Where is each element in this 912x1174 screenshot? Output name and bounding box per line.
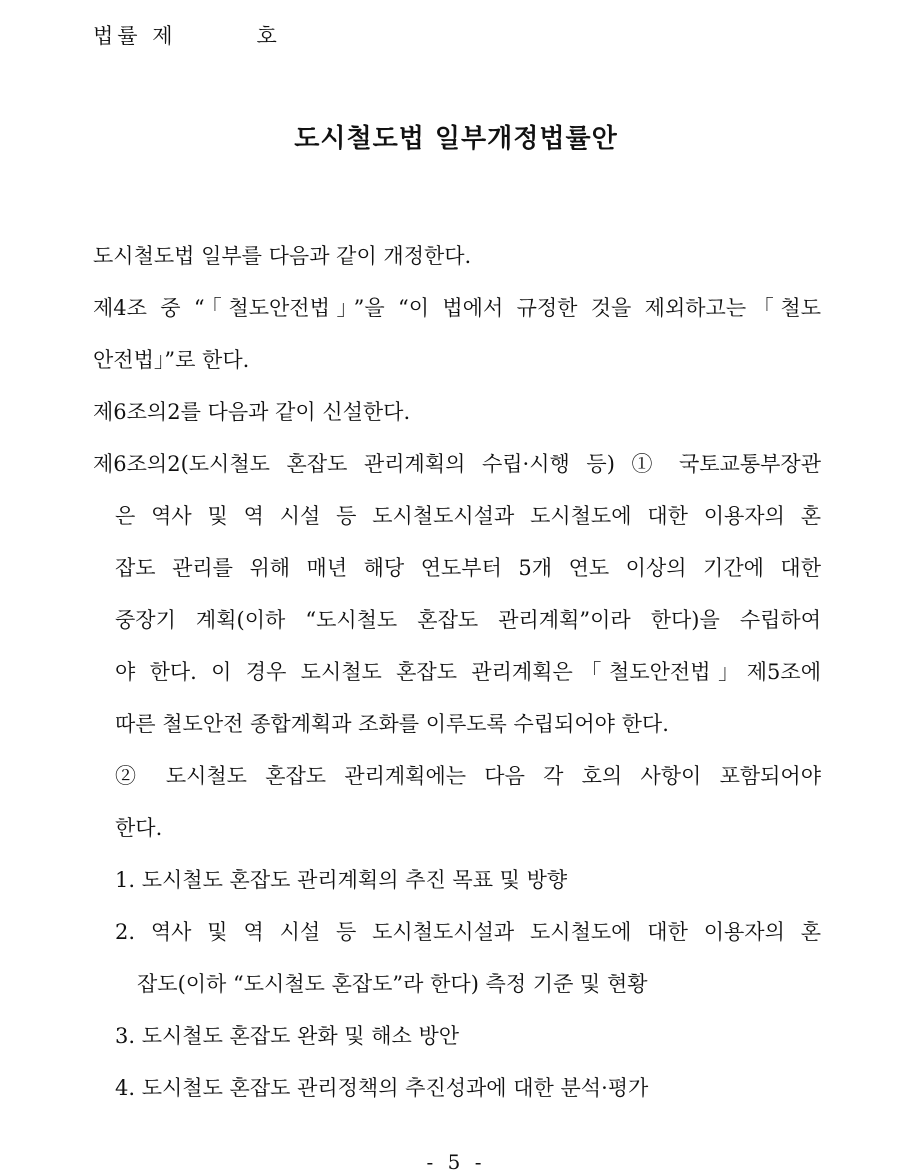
article-6-2-para2-line: 한다. [115,816,163,840]
bill-number-label: 법률 제 [93,24,177,48]
page-title: 도시철도법 일부개정법률안 [294,124,618,154]
article-6-2-para1-line: 은 역사 및 역 시설 등 도시철도시설과 도시철도에 대한 이용자의 혼 [115,504,821,528]
list-item-2: 2. 역사 및 역 시설 등 도시철도시설과 도시철도에 대한 이용자의 혼 [115,920,821,944]
list-item-4: 4. 도시철도 혼잡도 관리정책의 추진성과에 대한 분석·평가 [115,1076,649,1100]
article-4-amendment-line: 제4조 중 “「철도안전법」”을 “이 법에서 규정한 것을 제외하고는「철도 [93,296,821,320]
page-number: - 5 - [426,1150,486,1174]
bill-number-suffix: 호 [256,24,281,48]
article-6-2-para1-line: 중장기 계획(이하 “도시철도 혼잡도 관리계획”이라 한다)을 수립하여 [115,608,821,632]
article-6-2-para1-line: 야 한다. 이 경우 도시철도 혼잡도 관리계획은「철도안전법」제5조에 [115,660,821,684]
list-item-3: 3. 도시철도 혼잡도 완화 및 해소 방안 [115,1024,460,1048]
article-6-2-intro-line: 제6조의2를 다음과 같이 신설한다. [93,400,411,424]
article-6-2-para1-line: 잡도 관리를 위해 매년 해당 연도부터 5개 연도 이상의 기간에 대한 [115,556,821,580]
amendment-intro-line: 도시철도법 일부를 다음과 같이 개정한다. [93,244,472,268]
list-item-2-cont: 잡도(이하 “도시철도 혼잡도”라 한다) 측정 기준 및 현황 [137,972,648,996]
article-6-2-para1-line: 따른 철도안전 종합계획과 조화를 이루도록 수립되어야 한다. [115,712,669,736]
article-6-2-para2-line: ② 도시철도 혼잡도 관리계획에는 다음 각 호의 사항이 포함되어야 [115,764,821,788]
bill-number-header [93,20,281,50]
list-item-1: 1. 도시철도 혼잡도 관리계획의 추진 목표 및 방향 [115,868,568,892]
article-4-amendment-line-cont: 안전법」”로 한다. [93,348,250,372]
article-6-2-heading-line: 제6조의2(도시철도 혼잡도 관리계획의 수립·시행 등) ① 국토교통부장관 [93,452,821,476]
document-body [93,230,821,1114]
